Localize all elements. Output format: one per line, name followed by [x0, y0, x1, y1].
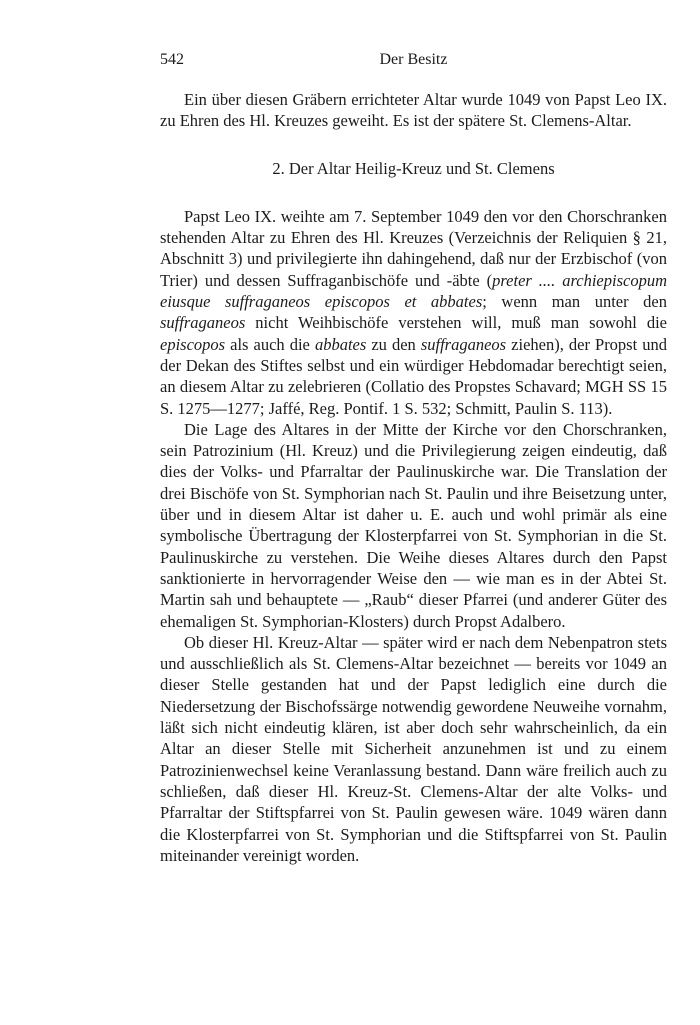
text-run: Papst Leo IX. weihte am 7. September 1049 den vor den Chorschranken stehenden Altar zu Ehren des Hl. Kreuzes (Verzeichnis der Reliquien § 21, Abschnitt 3) und privilegierte ihn dahingehend, daß nur der Erzbischof (von Trier) und dessen Suffraganbischöfe und -äbte (: [160, 206, 667, 290]
paragraph-1: [160, 206, 667, 419]
text-run: als auch die: [225, 334, 315, 354]
text-run: zu den: [366, 334, 421, 354]
running-head: [160, 50, 667, 70]
italic-term: suffraganeos: [160, 313, 246, 333]
paragraph-3: Ob dieser Hl. Kreuz-Altar — später wird er nach dem Nebenpatron stets und ausschließlich als St. Clemens-Altar bezeichnet — bereits vor 1049 an dieser Stelle gestanden hat und der Papst lediglich eine durch die Niedersetzung der Bischofssärge notwendig gewordene Neuweihe vornahm, läßt sich nicht eindeutig klären, ist aber doch sehr wahrscheinlich, da ein Altar an dieser Stelle mit Sicherheit anzunehmen ist und zu einem Patrozinienwechsel keine Veranlassung bestand. Dann wäre freilich auch zu schließen, daß dieser Hl. Kreuz-St. Clemens-Altar der alte Volks- und Pfarraltar der Stiftspfarrei von St. Paulin gewesen wäre. 1049 wären dann die Klosterpfarrei von St. Symphorian und die Stiftspfarrei von St. Paulin miteinander vereinigt worden.: [160, 632, 667, 865]
page-number: 542: [160, 51, 184, 68]
italic-term: abbates: [314, 334, 367, 354]
italic-term: suffraganeos: [420, 334, 507, 354]
section-heading: 2. Der Altar Heilig-Kreuz und St. Clemens: [272, 158, 555, 178]
running-title: Der Besitz: [379, 51, 448, 68]
latin-quote: preter .... archiepiscopum eiusque suffraganeos episcopos et abbates: [160, 270, 667, 312]
italic-term: episcopos: [160, 334, 226, 354]
text-run: nicht Weihbischöfe verstehen will, muß man sowohl die: [245, 313, 667, 333]
intro-paragraph: Ein über diesen Gräbern errichteter Altar wurde 1049 von Papst Leo IX. zu Ehren des Hl. Kreuzes geweiht. Es ist der spätere St. Clemens-Altar.: [160, 90, 667, 131]
paragraph-2: Die Lage des Altares in der Mitte der Kirche vor den Chorschranken, sein Patrozinium (Hl. Kreuz) und die Privilegierung zeigen eindeutig, daß dies der Volks- und Pfarraltar der Paulinuskirche war. Die Translation der drei Bischöfe von St. Symphorian nach St. Paulin und ihre Beisetzung unter, über und in diesem Altar ist daher u. E. auch und wohl primär als eine symbolische Übertragung der Klosterpfarrei von St. Symphorian in die St. Paulinuskirche zu verstehen. Die Weihe dieses Altares durch den Papst sanktionierte in hervorragender Weise den — wie man es in der Abtei St. Martin sah und behauptete — „Raub“ dieser Pfarrei (und anderer Güter des ehemaligen St. Symphorian-Klosters) durch Propst Adalbero.: [160, 419, 667, 631]
text-run: ziehen), der Propst und der Dekan des Stiftes selbst und ein würdiger Hebdomadar berechtigt seien, an diesem Altar zu zelebrieren (Collatio des Propstes Schavard; MGH SS 15 S. 1275—1277; Jaffé, Reg. Pontif. 1 S. 532; Schmitt, Paulin S. 113).: [160, 334, 667, 418]
body-text: [160, 89, 667, 866]
text-run: ; wenn man unter den: [482, 292, 667, 312]
